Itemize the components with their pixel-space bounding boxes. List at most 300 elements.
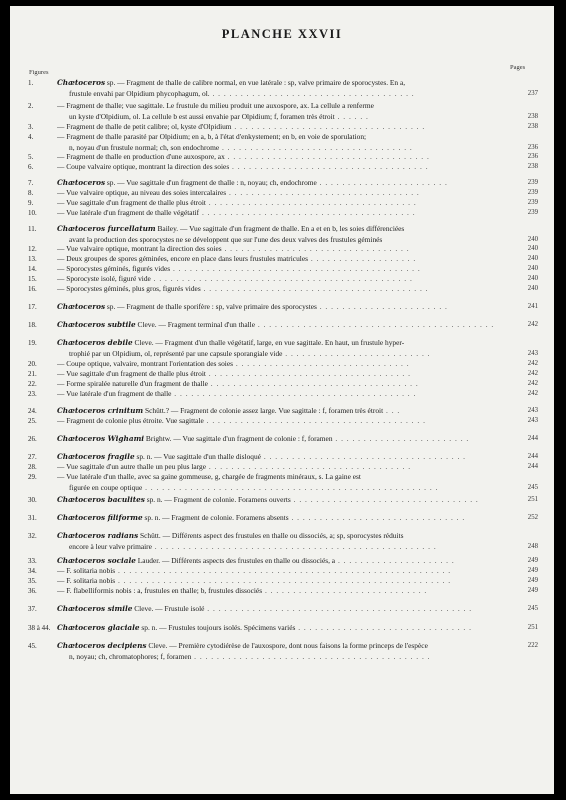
figure-number: 2. — [28, 102, 34, 110]
page-number: 242 — [527, 360, 538, 367]
figure-line — [10, 623, 554, 634]
dot-leader: . . . . . . . . . . . . . . . . . . . . . . . . . . . . . . . . . . . . . . . . . . . . — [170, 264, 421, 273]
description-text: — Fragment de thalle parasité par Olpidium; en a, b, à l'état d'enkystement; en b, en voie de sporulation; — [57, 132, 367, 141]
dot-leader: . . . . . . . . . . . . . . . . . . . . . . . . . . . . . . . . . . . . . . . . . . . . . . . — [204, 604, 473, 613]
genus-name: Chætoceros glaciale — [57, 623, 140, 632]
dot-leader: . . . . . . . . . . . . . . . . . . . . . . . . . . . . . . . . . . . . . . . . . . . . . . . . . . . . . . . . . . . — [115, 566, 452, 575]
dot-leader: . . . . . . . . . . . . . . . . . . . . . . . . . . . . . . . . . — [221, 244, 410, 253]
description-text: sp. — Fragment de thalle sporifère : sp, valve primaire des sporocystes — [105, 302, 317, 311]
figure-description — [57, 472, 504, 483]
figure-entry — [10, 274, 554, 285]
figure-entry — [10, 101, 554, 122]
description-text: — Deux groupes de spores géminées, encore en place dans leurs frustules matricules — [57, 254, 308, 263]
description-text: — Vue valvaire optique, au niveau des soies intercalaires — [57, 188, 227, 197]
dot-leader: . . . . . . . . . . . . . . . . . . . . . . . — [316, 302, 448, 311]
dot-leader: . . . . . . . . . . . . . . . . . . . . . . . . . . . . . . . . . . . — [229, 162, 429, 171]
description-text: — Coupe optique, valvaire, montrant l'orientation des soies — [57, 359, 234, 368]
figure-line — [10, 274, 554, 285]
figure-line — [10, 389, 554, 400]
description-text: — Sporocystes géminés, plus gros, figurés vides — [57, 284, 201, 293]
description-text: figurée en coupe optique — [69, 482, 143, 492]
description-text: Cleve. — Fragment d'un thalle végétatif, large, en vue sagittale. En haut, un frustule hyper- — [132, 338, 405, 347]
figure-line — [10, 369, 554, 380]
dot-leader: . . . . . . . . . . . . . . . . . . . . . . . . . . . . . . . . . . . . . . — [199, 208, 416, 217]
page-number: 239 — [527, 209, 538, 216]
dot-leader: . . . . . . . . . . . . . . . . . . . . . . . . . . . . . . . . . . . . — [260, 452, 466, 461]
figure-entry — [10, 244, 554, 255]
dot-leader: . . . . . . . . . . . . . . . . . . . . . — [335, 556, 455, 565]
genus-name: Chætoceros furcellatum — [57, 224, 156, 233]
page-number: 245 — [527, 605, 538, 612]
description-text: — Fragment de thalle en production d'une auxospore, ax — [57, 152, 225, 161]
figure-description — [57, 274, 504, 285]
figure-description — [57, 434, 504, 445]
figure-number: 32. — [28, 532, 37, 540]
figure-number: 29. — [28, 473, 37, 481]
page-number: 238 — [527, 112, 538, 120]
figure-entry — [10, 122, 554, 133]
figure-line — [10, 604, 554, 615]
page-number: 240 — [527, 235, 538, 243]
figure-description — [57, 379, 504, 390]
figure-number: 33. — [28, 557, 37, 565]
figure-entry — [10, 531, 554, 552]
figure-line — [10, 320, 554, 331]
page-number: 249 — [527, 587, 538, 594]
figure-entry — [10, 132, 554, 153]
figure-description — [57, 264, 504, 275]
figure-entry — [10, 416, 554, 427]
figure-entry — [10, 369, 554, 380]
genus-name: Chætoceros debile — [57, 338, 133, 347]
page-number: 248 — [527, 542, 538, 550]
genus-name: Chætoceros — [57, 178, 106, 187]
figure-description — [57, 406, 504, 417]
figure-entry — [10, 78, 554, 99]
figure-description — [69, 483, 504, 494]
page-number: 242 — [527, 380, 538, 387]
figure-description — [57, 452, 504, 463]
description-text: Cleve. — Fragment terminal d'un thalle — [135, 320, 256, 329]
genus-name: Chætoceros fragile — [57, 452, 135, 461]
figure-entry — [10, 178, 554, 189]
figure-number: 14. — [28, 265, 37, 273]
figure-line — [10, 188, 554, 199]
dot-leader: . . . . . . . . . . . . . . . . . . . . . . . . . . . . . — [262, 586, 428, 595]
figure-entry — [10, 359, 554, 370]
figure-entry — [10, 264, 554, 275]
genus-name: Chætoceros subtile — [57, 320, 136, 329]
figure-entry — [10, 284, 554, 295]
figure-number: 20. — [28, 360, 37, 368]
description-text: Cleve. — Première cytodiérèse de l'auxospore, dont nous faisons la forme princeps de l'espèce — [146, 641, 428, 650]
dot-leader: . . . . . . . . . . . . . . . . . . . . . . . . . . . . . . . . . . . . . . . . — [200, 284, 429, 293]
figure-line — [10, 302, 554, 313]
page-number: 241 — [527, 303, 538, 310]
figure-entry — [10, 604, 554, 615]
page-number: 249 — [527, 577, 538, 584]
description-text: — Coupe valvaire optique, montrant la direction des soies — [57, 162, 230, 171]
figure-description — [57, 389, 504, 400]
figure-description — [57, 152, 504, 163]
description-text: sp. — Fragment de thalle de calibre normal, en vue latérale : sp, valve primaire de sporocystes. En a, — [105, 78, 406, 87]
figure-line — [10, 78, 554, 89]
figure-entry — [10, 495, 554, 506]
figure-entry — [10, 623, 554, 634]
figure-number: 35. — [28, 577, 37, 585]
figure-line — [10, 566, 554, 577]
page-number: 236 — [527, 153, 538, 160]
figure-entry — [10, 513, 554, 524]
figure-description — [57, 566, 504, 577]
figure-number: 36. — [28, 587, 37, 595]
figure-description — [57, 224, 504, 235]
figure-number: 11. — [28, 225, 37, 233]
figure-line — [10, 349, 554, 360]
figure-line — [10, 495, 554, 506]
dot-leader: . . . . . . . . . . . . . . . . . . . . . . . . . . . . . . . . . . . . . — [205, 198, 417, 207]
page-number: 243 — [527, 417, 538, 424]
figure-description — [57, 208, 504, 219]
figure-number: 37. — [28, 605, 37, 613]
figure-number: 15. — [28, 275, 37, 283]
figure-line — [10, 513, 554, 524]
pages-column-header: Pages — [510, 64, 526, 71]
figure-line — [10, 244, 554, 255]
figure-description — [57, 338, 504, 349]
figure-number: 24. — [28, 407, 37, 415]
figure-description — [69, 89, 504, 100]
figure-number: 9. — [28, 199, 34, 207]
figure-line — [10, 162, 554, 173]
page-number: 251 — [527, 496, 538, 503]
figure-entry — [10, 338, 554, 359]
figure-line — [10, 338, 554, 349]
description-text: Schütt.? — Fragment de colonie assez large. Vue sagittale : f, foramen très étroit — [143, 406, 384, 415]
description-text: — Vue latérale d'un thalle, avec sa gaine gommeuse, g, chargée de fragments minéraux, s. La gaine est — [57, 472, 361, 481]
page-number: 244 — [527, 453, 538, 460]
figure-description — [69, 349, 504, 360]
figure-entry — [10, 566, 554, 577]
description-text: — Vue latérale d'un fragment de thalle végétatif — [57, 208, 200, 217]
page-number: 239 — [527, 189, 538, 196]
figure-description — [57, 188, 504, 199]
dot-leader: . . . . . . . . . . . . . . . . . . . . . . . . . . . . . . . . . . — [226, 188, 420, 197]
figure-description — [57, 122, 504, 133]
figure-line — [10, 531, 554, 542]
figure-number: 27. — [28, 453, 37, 461]
figure-line — [10, 556, 554, 567]
page-number: 240 — [527, 285, 538, 292]
page-number: 239 — [527, 179, 538, 186]
description-text: frustule envahi par Olpidium phycophagum, ol. — [69, 88, 210, 98]
page-number: 243 — [527, 407, 538, 414]
description-text: — Vue sagittale d'un fragment de thalle plus étroit — [57, 198, 206, 207]
figure-description — [57, 198, 504, 209]
description-text: — Forme spiralée naturelle d'un fragment de thalle — [57, 379, 208, 388]
page-number: 242 — [527, 370, 538, 377]
page-title: PLANCHE XXVII — [221, 27, 343, 41]
figure-entry — [10, 320, 554, 331]
figure-description — [57, 531, 504, 542]
genus-name: Chætoceros filiforme — [57, 513, 143, 522]
figure-description — [57, 302, 504, 313]
description-text: — Vue sagittale d'un fragment de thalle plus étroit — [57, 369, 206, 378]
figure-description — [57, 586, 504, 597]
figure-description — [57, 244, 504, 255]
genus-name: Chætoceros decipiens — [57, 641, 147, 650]
figure-description — [57, 462, 504, 473]
figure-number: 38 à 44. — [28, 624, 51, 632]
figure-number: 3. — [28, 123, 34, 131]
dot-leader: . . . . . . . . . . . . . . . . . . . — [308, 254, 417, 263]
page-number: 244 — [527, 435, 538, 442]
figure-line — [10, 152, 554, 163]
figure-line — [10, 198, 554, 209]
figure-number: 25. — [28, 417, 37, 425]
dot-leader: . . . . . . . . . . . . . . . . . . . . . . . . . . — [282, 348, 431, 358]
figure-line — [10, 641, 554, 652]
figure-number: 10. — [28, 209, 37, 217]
description-text: n, noyau d'un frustule normal; ch, son endochrome — [69, 142, 220, 152]
description-text: — Sporocystes géminés, figurés vides — [57, 264, 171, 273]
figure-line — [10, 254, 554, 265]
figure-description — [57, 416, 504, 427]
dot-leader: . . . . . . . . . . . . . . . . . . . . . . . . . . . . . . . . . . . . — [224, 152, 430, 161]
page-number: 240 — [527, 265, 538, 272]
figure-line — [10, 652, 554, 663]
description-text: Lauder. — Différents aspects des frustules en thalle ou dissociés, a — [135, 556, 336, 565]
dot-leader: . . . . . . . . . . . . . . . . . . . . . . . . . . . . . . . — [288, 513, 466, 522]
figure-line — [10, 284, 554, 295]
genus-name: Chætoceros simile — [57, 604, 133, 613]
figure-entry — [10, 586, 554, 597]
figure-line — [10, 101, 554, 112]
figure-description — [69, 652, 504, 663]
description-text: sp. n. — Fragment de colonie. Foramens absents — [142, 513, 289, 522]
description-text: — Vue latérale d'un fragment de thalle — [57, 389, 172, 398]
figure-number: 21. — [28, 370, 37, 378]
figure-number: 17. — [28, 303, 37, 311]
figure-description — [57, 369, 504, 380]
figure-entry — [10, 152, 554, 163]
figure-number: 22. — [28, 380, 37, 388]
description-text: — Fragment de thalle; vue sagittale. Le frustule du milieu produit une auxospore, ax. La cellule a renferme — [57, 101, 374, 110]
figure-number: 4. — [28, 133, 34, 141]
figures-column-header: Figures — [29, 69, 49, 76]
genus-name: Chætoceros crinitum — [57, 406, 144, 415]
figure-description — [57, 495, 504, 506]
page-number: 240 — [527, 275, 538, 282]
figure-description — [69, 542, 504, 553]
dot-leader: . . . . . . . . . . . . . . . . . . . . . . . . . . . . . . . . . . . . . . . . . . . . . . — [150, 274, 413, 283]
figure-number: 7. — [28, 179, 34, 187]
dot-leader: . . . . . . . . . . . . . . . . . . . . . . . — [316, 178, 448, 187]
figure-line — [10, 224, 554, 235]
figure-entry — [10, 462, 554, 473]
dot-leader: . . . . . . . . . . . . . . . . . . . . . . . . . . . . . . . . . . . . . . . . . . . . . . . . . . . . . . . . . . . — [115, 576, 452, 585]
figure-number: 5. — [28, 153, 34, 161]
description-text: — Vue valvaire optique, montrant la direction des soies — [57, 244, 222, 253]
dot-leader: . . . . . . . . . . . . . . . . . . . . . . . . . . . . . . . . . . . . — [206, 462, 412, 471]
dot-leader: . . . . . . . . . . . . . . . . . . . . . . . . . . . . . . . . . . . . . . . . . . . . . . . . . . — [151, 541, 437, 551]
page-number: 244 — [527, 463, 538, 470]
figure-line — [10, 132, 554, 143]
figure-description — [69, 112, 504, 123]
figure-line — [10, 576, 554, 587]
description-text: — F. solitaria nobis — [57, 576, 116, 585]
page-number: 237 — [527, 89, 538, 97]
figure-line — [10, 178, 554, 189]
page-number: 238 — [527, 163, 538, 170]
page-number: 238 — [527, 123, 538, 130]
description-text: Brightw. — Vue sagittale d'un fragment de colonie : f, foramen — [144, 434, 333, 443]
figure-description — [57, 254, 504, 265]
figure-number: 30. — [28, 496, 37, 504]
dot-leader: . . . . . . . . . . . . . . . . . . . . . . . . . . . . . . . . . . . . . . . . . . . . . . . . . . . . — [142, 482, 439, 492]
page-number: 239 — [527, 199, 538, 206]
page-number: 249 — [527, 557, 538, 564]
page-number: 243 — [527, 349, 538, 357]
figure-description — [57, 556, 504, 567]
dot-leader: . . . . . . — [334, 111, 369, 121]
figure-line — [10, 122, 554, 133]
figure-number: 1. — [28, 79, 34, 87]
page-number: 222 — [527, 642, 538, 649]
description-text: — Fragment de colonie plus étroite. Vue sagittale — [57, 416, 204, 425]
description-text: n, noyau; ch, chromatophores; f, foramen — [69, 651, 192, 661]
dot-leader: . . . — [383, 406, 401, 415]
figure-number: 12. — [28, 245, 37, 253]
figure-line — [10, 416, 554, 427]
figure-line — [10, 379, 554, 390]
figure-line — [10, 89, 554, 100]
figure-description — [57, 623, 504, 634]
figure-description — [57, 359, 504, 370]
figure-line — [10, 462, 554, 473]
description-text: — Sporocyste isolé, figuré vide — [57, 274, 151, 283]
figure-entry — [10, 641, 554, 662]
figure-number: 26. — [28, 435, 37, 443]
dot-leader: . . . . . . . . . . . . . . . . . . . . . . . . . . . . . . . . . — [290, 495, 479, 504]
description-text: un kyste d'Olpidium, ol. La cellule b est aussi envahie par Olpidium; f, foramen très étroit — [69, 111, 335, 121]
figure-description — [57, 320, 504, 331]
dot-leader: . . . . . . . . . . . . . . . . . . . . . . . . . . . . . . . . . . — [231, 122, 426, 131]
figure-description — [57, 162, 504, 173]
figure-line — [10, 112, 554, 123]
figure-description — [57, 641, 504, 652]
figure-entry — [10, 472, 554, 493]
figure-entry — [10, 224, 554, 245]
figure-number: 19. — [28, 339, 37, 347]
figure-entry — [10, 406, 554, 417]
description-text: — Vue sagittale d'un autre thalle un peu plus large — [57, 462, 207, 471]
genus-name: Chætoceros sociale — [57, 556, 136, 565]
figure-description — [57, 604, 504, 615]
description-text: — F. flabelliformis nobis : a, frustules en thalle; b, frustules dissociés — [57, 586, 263, 595]
figure-entry — [10, 576, 554, 587]
description-text: encore à leur valve primaire — [69, 541, 152, 551]
figure-entry — [10, 208, 554, 219]
genus-name: Chætoceros radians — [57, 531, 139, 540]
description-text: sp. n. — Frustules toujours isolés. Spécimens variés — [139, 623, 296, 632]
description-text: Schütt. — Différents aspect des frustules en thalle ou dissociés, a; sp, sporocystes réduits — [138, 531, 404, 540]
genus-name: Chætoceros — [57, 302, 106, 311]
genus-name: Chætoceros baculites — [57, 495, 145, 504]
figure-entry — [10, 379, 554, 390]
figure-line — [10, 208, 554, 219]
figure-description — [57, 284, 504, 295]
genus-name: Chætoceros Wighami — [57, 434, 145, 443]
figure-line — [10, 264, 554, 275]
figure-description — [57, 576, 504, 587]
figure-description — [57, 101, 504, 112]
description-text: Cleve. — Frustule isolé — [132, 604, 205, 613]
dot-leader: . . . . . . . . . . . . . . . . . . . . . . . . . . . . . . . — [233, 359, 410, 368]
page-number: 251 — [527, 624, 538, 631]
dot-leader: . . . . . . . . . . . . . . . . . . . . . . . . . . . . . . . . . . . . . . . . . . — [191, 651, 431, 661]
description-text: trophié par un Olpidium, ol, représenté par une capsule sporangiale vide — [69, 348, 283, 358]
figure-line — [10, 434, 554, 445]
figure-number: 16. — [28, 285, 37, 293]
figure-line — [10, 586, 554, 597]
plate-page — [10, 6, 554, 794]
page-number: 240 — [527, 245, 538, 252]
description-text: Bailey. — Vue sagittale d'un fragment de thalle. En a et en b, les soies différenciées — [155, 224, 405, 233]
figure-number: 8. — [28, 189, 34, 197]
figure-entry — [10, 556, 554, 567]
figure-number: 28. — [28, 463, 37, 471]
figure-entry — [10, 434, 554, 445]
page-number: 249 — [527, 567, 538, 574]
page-number: 252 — [527, 514, 538, 521]
figure-description — [57, 78, 504, 89]
description-text: — F. solitaria nobis — [57, 566, 116, 575]
figure-number: 45. — [28, 642, 37, 650]
page-number: 236 — [527, 143, 538, 151]
figure-entry — [10, 254, 554, 265]
description-text: sp. n. — Vue sagittale d'un thalle disloqué — [134, 452, 261, 461]
dot-leader: . . . . . . . . . . . . . . . . . . . . . . . . . . . . . . . . . . . . — [205, 369, 411, 378]
page-number: 242 — [527, 321, 538, 328]
figure-line — [10, 452, 554, 463]
page-number: 242 — [527, 390, 538, 397]
description-text: avant la production des sporocystes ne se développent que sur l'une des deux valves des frustules géminés — [69, 234, 383, 244]
dot-leader: . . . . . . . . . . . . . . . . . . . . . . . . . . . . . . . . . . . . — [209, 88, 415, 98]
dot-leader: . . . . . . . . . . . . . . . . . . . . . . . . . . . . . . . . . . . . . — [207, 379, 419, 388]
figure-number: 31. — [28, 514, 37, 522]
figure-number: 18. — [28, 321, 37, 329]
dot-leader: . . . . . . . . . . . . . . . . . . . . . . . . — [332, 434, 470, 443]
dot-leader: . . . . . . . . . . . . . . . . . . . . . . . . . . . . . . . . . . — [219, 142, 413, 152]
figure-entry — [10, 188, 554, 199]
page-number: 240 — [527, 255, 538, 262]
figure-line — [10, 359, 554, 370]
figure-number: 13. — [28, 255, 37, 263]
dot-leader: . . . . . . . . . . . . . . . . . . . . . . . . . . . . . . . — [295, 623, 472, 632]
figure-description — [57, 132, 504, 143]
dot-leader: . . . . . . . . . . . . . . . . . . . . . . . . . . . . . . . . . . . . . . . . . . — [255, 320, 495, 329]
figure-description — [57, 178, 504, 189]
figure-entry — [10, 302, 554, 313]
figure-line — [10, 406, 554, 417]
page-number: 245 — [527, 483, 538, 491]
description-text: sp. n. — Fragment de colonie. Foramens ouverts — [144, 495, 291, 504]
dot-leader: . . . . . . . . . . . . . . . . . . . . . . . . . . . . . . . . . . . . . . . . . . . — [171, 389, 417, 398]
figure-entry — [10, 452, 554, 463]
description-text: sp. — Vue sagittale d'un fragment de thalle : n, noyau; ch, endochrome — [105, 178, 317, 187]
description-text: — Fragment de thalle de petit calibre; ol, kyste d'Olpidium — [57, 122, 232, 131]
